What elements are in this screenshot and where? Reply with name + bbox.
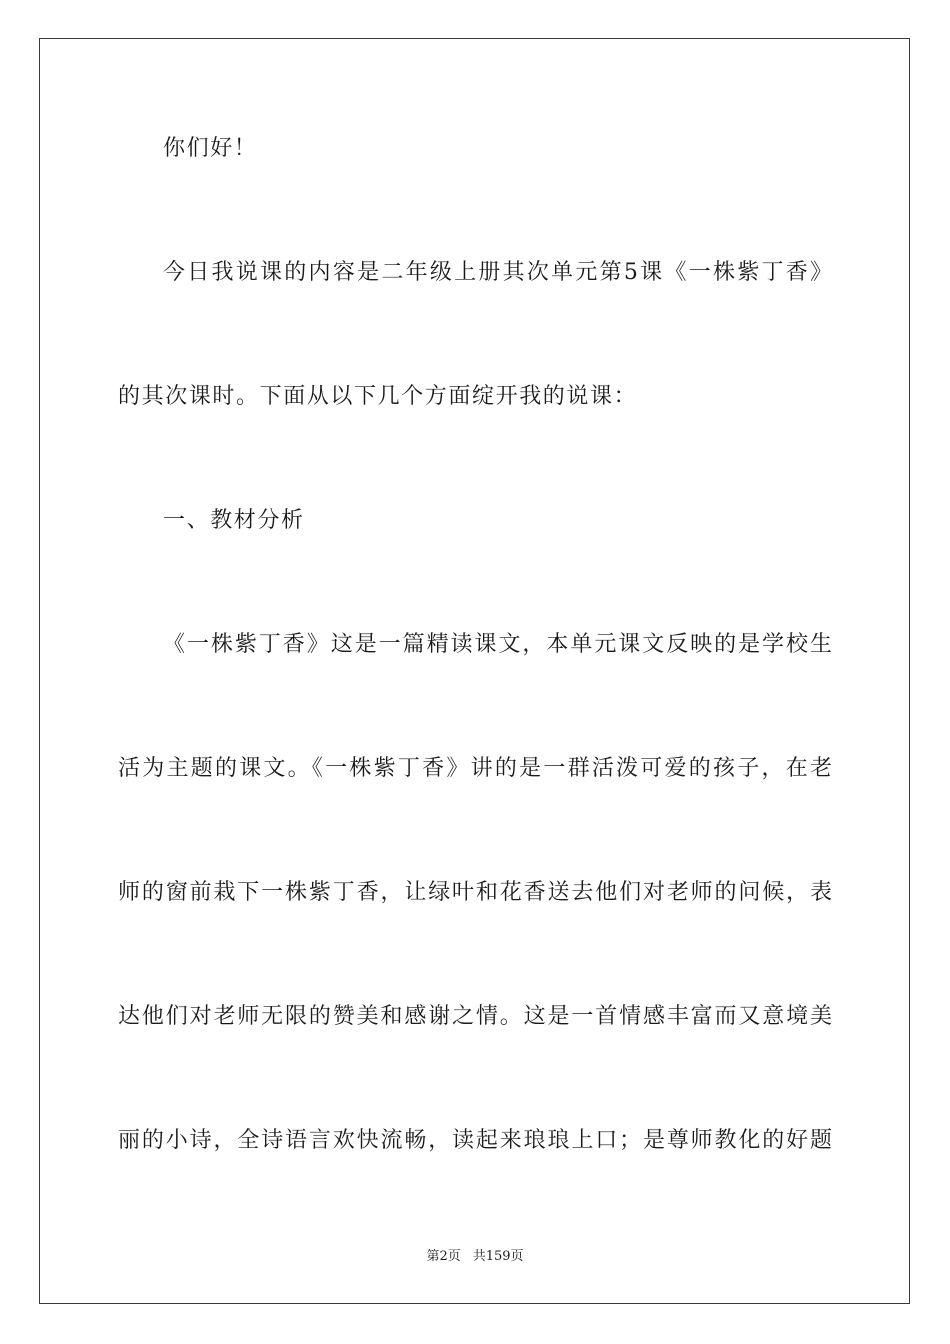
paragraph-line: 的其次课时。下面从以下几个方面绽开我的说课： bbox=[118, 384, 638, 409]
paragraph-line: 丽的小诗，全诗语言欢快流畅，读起来琅琅上口；是尊师教化的好题 bbox=[118, 1128, 832, 1153]
paragraph-line: 今日我说课的内容是二年级上册其次单元第5课《一株紫丁香》 bbox=[163, 260, 832, 285]
greeting-line: 你们好！ bbox=[163, 136, 258, 161]
page-border bbox=[39, 38, 910, 1304]
page-total: 共159页 bbox=[472, 1249, 524, 1264]
page-number: 第2页 bbox=[426, 1249, 461, 1264]
paragraph-line: 《一株紫丁香》这是一篇精读课文，本单元课文反映的是学校生 bbox=[163, 632, 832, 657]
paragraph-line: 达他们对老师无限的赞美和感谢之情。这是一首情感丰富而又意境美 bbox=[118, 1004, 832, 1029]
paragraph-line: 师的窗前栽下一株紫丁香，让绿叶和花香送去他们对老师的问候，表 bbox=[118, 880, 832, 905]
page-footer bbox=[0, 1248, 950, 1266]
section-heading: 一、教材分析 bbox=[163, 508, 305, 533]
paragraph-line: 活为主题的课文。《一株紫丁香》讲的是一群活泼可爱的孩子，在老 bbox=[118, 756, 832, 781]
